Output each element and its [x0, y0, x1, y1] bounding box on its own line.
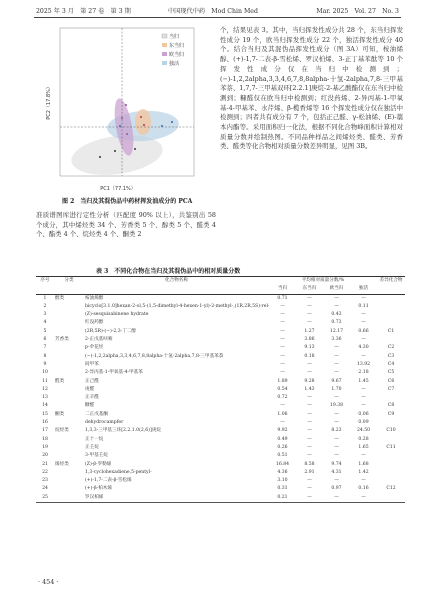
table-row	[36, 311, 405, 319]
table-row	[36, 369, 405, 377]
table-cell	[54, 469, 84, 477]
point	[121, 117, 123, 119]
table-cell: —	[334, 370, 339, 376]
table-cell: —	[280, 420, 285, 426]
table-cell: 17	[42, 428, 48, 434]
table-cell: C2	[387, 345, 395, 351]
table-cell	[54, 344, 84, 352]
table-cell: 2.91	[304, 469, 315, 475]
table-cell	[54, 494, 84, 503]
table-cell: 0.09	[358, 420, 369, 426]
table-cell: —	[334, 436, 339, 442]
table-row	[36, 353, 405, 361]
table-cell: 5	[43, 328, 47, 334]
table-row	[36, 461, 405, 469]
table-cell: —	[307, 486, 312, 492]
point	[119, 125, 121, 127]
table-cell: 红没药醇	[85, 320, 104, 326]
table-cell: 9.92	[277, 428, 288, 434]
table-cell: 0.72	[277, 395, 288, 401]
col-header-duhuo: 独活	[350, 285, 377, 294]
table-cell: —	[361, 320, 366, 326]
table-cell: 0.31	[277, 486, 288, 492]
table-cell: 19.38	[329, 403, 344, 409]
table-cell: 18	[42, 436, 48, 442]
point	[134, 148, 136, 150]
legend-label: 独活	[169, 61, 180, 67]
table-cell: 1.70	[331, 386, 342, 392]
table-cell: 22	[42, 469, 48, 475]
table-cell: —	[361, 453, 366, 459]
table-row	[36, 436, 405, 444]
table-cell	[54, 485, 84, 493]
x-axis-label: PC1（77.1%）	[100, 186, 136, 192]
table-cell	[377, 319, 405, 327]
table-row	[36, 419, 405, 427]
table-row	[36, 386, 405, 394]
table-cell: —	[334, 303, 339, 309]
table-cell: —	[307, 361, 312, 367]
table-cell: 16	[42, 420, 48, 426]
point	[171, 121, 173, 123]
table-cell	[377, 311, 405, 319]
table-cell: 烷烃类	[55, 428, 69, 434]
table-cell	[377, 394, 405, 402]
header-rule	[34, 17, 401, 18]
table-cell: 糠醛	[85, 403, 95, 409]
table-cell: 1.45	[358, 378, 369, 384]
table-cell: 15	[42, 411, 48, 417]
table-cell: 0.51	[277, 453, 288, 459]
table-cell: 0.49	[277, 436, 288, 442]
table-cell: —	[334, 345, 339, 351]
legend-swatch	[162, 61, 167, 65]
table-cell: dehydrocampfer	[85, 420, 124, 426]
table-cell: 10	[42, 370, 48, 376]
table-cell: —	[307, 478, 312, 484]
table-cell: —	[307, 453, 312, 459]
col-header-dongdanggui: 东当归	[296, 285, 323, 294]
table-cell: 1,3,3-三甲基三环[2.2.1.0(2,6)]庚烷	[85, 428, 161, 434]
table-cell: —	[361, 337, 366, 343]
table-cell: —	[350, 494, 377, 503]
table-cell: —	[334, 395, 339, 401]
legend-swatch	[162, 43, 167, 47]
table-cell	[54, 311, 84, 319]
table-cell: 2.18	[358, 370, 369, 376]
table-row	[36, 336, 405, 344]
table-cell: —	[361, 312, 366, 318]
table-cell: (Z)-β-罗勒烯	[85, 461, 112, 467]
table-cell	[54, 452, 84, 460]
table-cell: —	[361, 353, 366, 359]
table-cell: 21	[42, 461, 48, 467]
table-cell: (+)-1,7-二表-β-雪松烯	[85, 478, 132, 484]
table-cell: 0.71	[277, 295, 288, 301]
table-cell: 0.18	[304, 353, 315, 359]
table-cell: 12.17	[329, 328, 344, 334]
table-cell: 醛类	[55, 378, 65, 384]
table-cell: 13.92	[356, 361, 371, 367]
table-cell: C12	[386, 486, 396, 492]
table-cell: C5	[387, 370, 395, 376]
table-cell	[54, 353, 84, 361]
table-cell: 0.66	[358, 328, 369, 334]
table-cell	[377, 419, 405, 427]
table-cell	[54, 328, 84, 336]
table-cell	[377, 336, 405, 344]
table-cell: 8.23	[331, 428, 342, 434]
table-cell: —	[280, 320, 285, 326]
table-cell: 9.13	[304, 345, 315, 351]
table-cell: —	[334, 361, 339, 367]
table-cell: —	[307, 444, 312, 450]
table-row	[36, 444, 405, 452]
table-cell: —	[280, 303, 285, 309]
table-cell	[377, 436, 405, 444]
table-cell: 13	[42, 395, 48, 401]
table-cell: 1.68	[358, 461, 369, 467]
table-cell: —	[307, 403, 312, 409]
table-cell: 3.86	[304, 337, 315, 343]
journal-name: 中国现代中药 Mod Chin Med	[168, 8, 258, 15]
table-row	[36, 378, 405, 386]
point	[99, 156, 101, 158]
table-cell: —	[334, 444, 339, 450]
table-cell: 0.11	[358, 303, 369, 309]
table-cell: —	[334, 411, 339, 417]
table-cell: —	[307, 436, 312, 442]
table-cell: —	[280, 361, 285, 367]
table-cell: —	[361, 386, 366, 392]
table-cell: C11	[386, 444, 396, 450]
table-cell: 芳香类	[55, 337, 69, 343]
table-cell: 9	[43, 361, 47, 367]
table-cell: 正壬烷	[85, 444, 99, 450]
legend-label: 欧当归	[169, 52, 185, 58]
table-cell: (+)-β-柏木烯	[85, 486, 112, 492]
table-cell: —	[307, 420, 312, 426]
table-row	[36, 485, 405, 493]
legend-label: 当归	[169, 34, 180, 40]
table-cell: 4.36	[277, 469, 288, 475]
table-cell: 3	[43, 312, 47, 318]
table-cell: 3.36	[331, 337, 342, 343]
table-cell: —	[280, 328, 285, 334]
table-cell: —	[307, 303, 312, 309]
table-cell: —	[307, 295, 312, 301]
table-cell: —	[280, 403, 285, 409]
table-cell: —	[361, 478, 366, 484]
table-cell	[54, 386, 84, 394]
pca-plot	[40, 22, 198, 202]
table-row	[36, 411, 405, 419]
table-cell: 0.73	[331, 320, 342, 326]
table-cell: 9.74	[331, 461, 342, 467]
table-cell: —	[280, 353, 285, 359]
table-cell	[377, 461, 405, 469]
col-header-class: 分类	[54, 277, 84, 286]
table-cell: (Z)-sesquisabinene hydrate	[85, 312, 149, 318]
table-cell	[377, 469, 405, 477]
table-cell	[377, 452, 405, 460]
table-cell: C10	[386, 428, 396, 434]
table-row	[36, 494, 405, 503]
table-cell: —	[307, 370, 312, 376]
table-cell: 间甲苯	[85, 361, 99, 367]
table-cell: 1,3-cyclohexadiene,5-pentyl-	[85, 469, 152, 475]
table-cell	[377, 494, 405, 503]
table-cell: 12	[42, 386, 48, 392]
table-cell: 2-异丙基-1-甲氧基-4-甲基苯	[85, 370, 143, 376]
table-cell: —	[280, 312, 285, 318]
point	[126, 133, 128, 135]
table-cell	[54, 419, 84, 427]
table-caption: 表 3 不同化合物在当归及其混伪品中的相对质量分数	[96, 268, 241, 275]
table-cell: 23	[42, 478, 48, 484]
table-cell: 桉油烯醇	[85, 295, 104, 301]
table-cell: (−)-1,2,2alpha,3,3,4,6,7,8,8alpha-十氢-2alpha,7,8-三甲基苯萘	[85, 353, 224, 359]
table-cell: —	[323, 494, 350, 503]
table-cell: 1	[43, 295, 47, 301]
left-column	[36, 211, 216, 240]
table-row	[36, 361, 405, 369]
table-cell: 16.84	[275, 461, 290, 467]
table-cell	[377, 303, 405, 311]
table-cell: —	[334, 478, 339, 484]
table-cell: 2-正戊基呋喃	[85, 337, 113, 343]
table-cell: C8	[387, 403, 395, 409]
table-row	[36, 477, 405, 485]
table-row	[36, 344, 405, 352]
legend-swatch	[162, 52, 167, 56]
journal-issue: 2025 年 3 月 第 27 卷 第 3 期	[36, 8, 131, 15]
table-cell: 4	[43, 320, 47, 326]
table-cell: 1.89	[277, 378, 288, 384]
table-row	[36, 319, 405, 327]
table-cell: —	[334, 353, 339, 359]
table-cell: bicyclo[3.1.0]hexan-2-ol,5-(1,5-dimethyl-4-hexen-1-yl)-2-methyl-,(1R,2R,5S)-rel-	[85, 303, 269, 309]
table-cell: 0.16	[358, 486, 369, 492]
table-cell: 0.21	[269, 494, 296, 503]
col-header-oudanggui: 欧当归	[323, 285, 350, 294]
y-axis-label: PC2（17.8%）	[46, 84, 52, 120]
table-cell: 0.26	[277, 444, 288, 450]
table-cell: 0.28	[358, 436, 369, 442]
table-row	[36, 394, 405, 402]
col-header-danggui: 当归	[269, 285, 296, 294]
table-cell: 1.65	[358, 444, 369, 450]
table-cell: 25	[36, 494, 54, 503]
table-cell: —	[307, 428, 312, 434]
table-cell: (2R,5R)-(−)-2,3-丁二醇	[85, 328, 136, 334]
table-cell: —	[334, 295, 339, 301]
table-cell	[54, 444, 84, 452]
compound-table	[36, 276, 405, 503]
table-row	[36, 469, 405, 477]
legend-label: 东当归	[169, 43, 185, 49]
table-cell: C6	[387, 378, 395, 384]
col-header-index: 序号	[36, 277, 54, 286]
table-cell: 4.31	[331, 469, 342, 475]
table-cell: 24.50	[356, 428, 371, 434]
table-cell	[54, 436, 84, 444]
table-row	[36, 303, 405, 311]
table-cell	[54, 319, 84, 327]
table-cell: —	[334, 420, 339, 426]
table-cell: C4	[387, 361, 395, 367]
table-cell: 0.06	[358, 411, 369, 417]
cluster-dongdanggui	[135, 109, 151, 135]
table-cell: 3-甲基壬烷	[85, 453, 108, 459]
table-cell: 14	[42, 403, 48, 409]
point	[140, 116, 142, 118]
table-cell	[54, 477, 84, 485]
point	[125, 104, 127, 106]
table-cell: —	[307, 312, 312, 318]
table-cell: —	[280, 370, 285, 376]
paragraph: 个，结果见表 3。其中，当归挥发性成分共 28 个，东当归挥发性成分 19 个，欧当归挥发性成分 22 个，独活挥发性成分 40 个。结合当归及其混伪品挥发性成分（图 3A）可知，桉油烯醇、(+)-1,7-二表-β-雪松烯、罗汉柏烯、3-正丁基苯酞等 10 个挥发性成分仅在当归中检测到；(−)-1,2,2alpha,3,3,4,6,7,8,8alpha-十氢-2alpha,7,8-三甲基苯萘、1,7,7-三甲基双环[2.2.1]庚烷-2-基乙酸酯仅在东当归中检测到；糠醛仅在欧当归中检测到；红没药烯、2-异丙基-1-甲氧基-4-甲基苯、水芹烯、β-榄香烯等 16 个挥发性成分仅在独活中检测到；四者共有成分有 7 个，包括正己醛、γ-松油烯、(E)-藁本内酯等。采用面积归一化法，根据不同化合物峰面积计算相对质量分数并绘制热图。不同品种样品之间烯烃类、醛类、芳香类、醛类等化合物相对质量分数差异明显，见图 3B。	[220, 26, 403, 151]
table-cell: 19	[42, 444, 48, 450]
table-cell: C7	[387, 386, 395, 392]
table-cell: —	[296, 494, 323, 503]
table-cell: C1	[387, 328, 395, 334]
table-cell: 二正戊基酮	[85, 411, 108, 417]
table-cell: 8.58	[304, 461, 315, 467]
table-cell: 庚醛	[85, 386, 95, 392]
table-cell: 0.97	[331, 486, 342, 492]
table-cell: 正十一烷	[85, 436, 104, 442]
table-row	[36, 294, 405, 303]
table-cell	[54, 369, 84, 377]
table-cell	[377, 477, 405, 485]
table-cell: 9.28	[304, 378, 315, 384]
table-cell: —	[361, 395, 366, 401]
right-column	[220, 26, 403, 152]
table-cell: —	[280, 337, 285, 343]
table-row	[36, 427, 405, 435]
table-cell: 1.06	[277, 411, 288, 417]
table-cell: C3	[387, 353, 395, 359]
legend	[162, 33, 184, 67]
table-cell: —	[280, 345, 285, 351]
table-cell: 醇类	[55, 295, 65, 301]
table-cell: 烯烃类	[55, 461, 69, 467]
table-cell: —	[307, 320, 312, 326]
table-cell: 1.42	[358, 469, 369, 475]
table-cell: —	[361, 295, 366, 301]
col-header-group: 平均相对质量分数/%	[269, 277, 377, 286]
table-cell: 11	[42, 378, 48, 384]
table-cell: 4.30	[358, 345, 369, 351]
table-cell	[377, 294, 405, 303]
point	[161, 125, 163, 127]
table-cell: 酮类	[55, 411, 65, 417]
pca-figure	[40, 22, 198, 202]
table-cell: 正辛醛	[85, 395, 99, 401]
col-header-compound: 化合物名称	[84, 277, 269, 286]
table-cell: 20	[42, 453, 48, 459]
table-cell: p-伞花烃	[85, 345, 104, 351]
table-cell: —	[361, 403, 366, 409]
table-cell: 0.54	[277, 386, 288, 392]
point	[114, 150, 116, 152]
table-cell: 0.43	[331, 312, 342, 318]
table-body	[36, 294, 405, 502]
table-cell: 8	[43, 353, 47, 359]
table-cell: 24	[42, 486, 48, 492]
figure-caption: 图 2 当归及其混伪品中药材挥发油成分的 PCA	[62, 198, 193, 205]
table-cell: 3.10	[277, 478, 288, 484]
legend-swatch	[162, 34, 167, 38]
table-cell: —	[307, 395, 312, 401]
table-cell: —	[334, 453, 339, 459]
table-cell: C9	[387, 411, 395, 417]
table-cell	[54, 303, 84, 311]
paragraph: 准质谱图库进行定性分析（匹配度 90% 以上），共鉴别出 58 个成分，其中烯烃类 34 个、芳香类 5 个、醇类 5 个、醛类 4 个、酯类 4 个、烷烃类 4 个、酮类 2	[36, 211, 216, 239]
table-row	[36, 402, 405, 410]
table-cell: 正己醛	[85, 378, 99, 384]
table-cell	[54, 394, 84, 402]
page-number: · 454 ·	[38, 578, 59, 586]
table-cell	[54, 361, 84, 369]
table-row	[36, 452, 405, 460]
table-cell: 罗汉柏烯	[84, 494, 269, 503]
table-cell: 9.67	[331, 378, 342, 384]
table-cell: 6	[43, 337, 47, 343]
table-cell	[54, 402, 84, 410]
table-row	[36, 328, 405, 336]
table-cell: 1.43	[304, 386, 315, 392]
journal-issue-en: Mar. 2025 Vol. 27 No. 3	[316, 8, 399, 15]
point	[143, 124, 145, 126]
table-cell: —	[307, 411, 312, 417]
table-cell: 2	[43, 303, 47, 309]
table-cell: 7	[43, 345, 47, 351]
table-cell: 1.27	[304, 328, 315, 334]
col-header-diff: 差异化合物	[377, 277, 405, 286]
